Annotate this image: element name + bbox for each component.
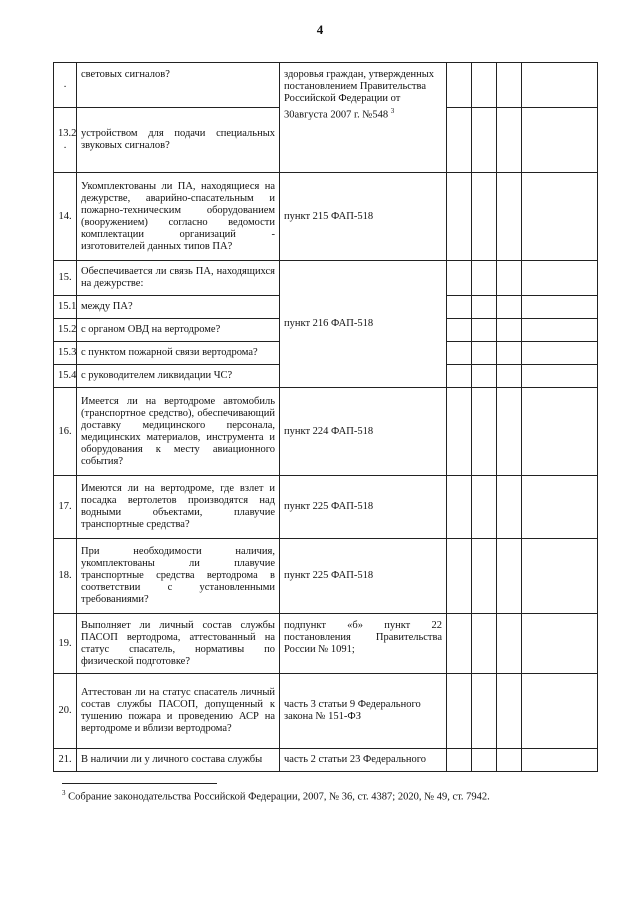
comment-cell[interactable] [522, 63, 598, 108]
comment-cell[interactable] [522, 388, 598, 476]
answer-cell[interactable] [447, 319, 472, 342]
requirement-question: с руководителем ликвидации ЧС? [77, 365, 280, 388]
requirement-question: Выполняет ли личный состав службы ПАСОП вертодрома, аттестованный на статус спасатель, нормативы по физической подготовке? [77, 614, 280, 674]
answer-cell[interactable] [472, 108, 497, 173]
answer-cell[interactable] [472, 63, 497, 108]
comment-cell[interactable] [522, 614, 598, 674]
table-row [54, 539, 598, 614]
reference-text: здоровья граждан, утвержденных постановлением Правительства Российской Федерации от 30августа 2007 г. №548 [284, 69, 435, 121]
row-number: 15.1 [54, 296, 77, 319]
answer-cell[interactable] [472, 261, 497, 296]
footnote-divider [62, 783, 217, 784]
comment-cell[interactable] [522, 296, 598, 319]
requirement-reference: пункт 215 ФАП-518 [280, 173, 447, 261]
answer-cell[interactable] [447, 388, 472, 476]
answer-cell[interactable] [447, 539, 472, 614]
answer-cell[interactable] [447, 365, 472, 388]
row-number-text: 13.2 . [58, 128, 77, 151]
row-number: 17. [54, 476, 77, 539]
footnote [62, 789, 602, 803]
requirement-question: В наличии ли у личного состава службы [77, 749, 280, 772]
answer-cell[interactable] [497, 319, 522, 342]
answer-cell[interactable] [447, 476, 472, 539]
requirement-question: Аттестован ли на статус спасатель личный состав службы ПАСОП, допущенный к тушению пожара и проведению АСР на вертодроме и вблизи вертодрома? [77, 674, 280, 749]
answer-cell[interactable] [497, 261, 522, 296]
answer-cell[interactable] [447, 108, 472, 173]
answer-cell[interactable] [497, 108, 522, 173]
row-number: 15.2 [54, 319, 77, 342]
requirement-reference: пункт 225 ФАП-518 [280, 476, 447, 539]
answer-cell[interactable] [497, 614, 522, 674]
answer-cell[interactable] [497, 388, 522, 476]
answer-cell[interactable] [447, 342, 472, 365]
answer-cell[interactable] [497, 539, 522, 614]
answer-cell[interactable] [447, 674, 472, 749]
requirement-question: световых сигналов? [77, 63, 280, 108]
table-row [54, 388, 598, 476]
row-number: 14. [54, 173, 77, 261]
requirement-question: Имеется ли на вертодроме автомобиль (транспортное средство), обеспечивающий доставку медицинского персонала, медицинских материалов, инструмента и оборудования к месту авиационного события? [77, 388, 280, 476]
requirement-reference: часть 3 статьи 9 Федерального закона № 151-ФЗ [280, 674, 447, 749]
requirement-reference: подпункт «б» пункт 22 постановления Правительства России № 1091; [280, 614, 447, 674]
answer-cell[interactable] [447, 614, 472, 674]
row-number: 16. [54, 388, 77, 476]
answer-cell[interactable] [472, 476, 497, 539]
answer-cell[interactable] [472, 388, 497, 476]
answer-cell[interactable] [497, 365, 522, 388]
comment-cell[interactable] [522, 365, 598, 388]
row-number: 15.4 [54, 365, 77, 388]
answer-cell[interactable] [472, 674, 497, 749]
row-number: 19. [54, 614, 77, 674]
answer-cell[interactable] [497, 296, 522, 319]
answer-cell[interactable] [472, 342, 497, 365]
answer-cell[interactable] [447, 296, 472, 319]
comment-cell[interactable] [522, 342, 598, 365]
answer-cell[interactable] [497, 342, 522, 365]
row-number [54, 108, 77, 173]
requirement-question: При необходимости наличия, укомплектованы ли плавучие транспортные средства вертодрома в соответствии с установленными требованиями? [77, 539, 280, 614]
comment-cell[interactable] [522, 749, 598, 772]
requirement-question: устройством для подачи специальных звуковых сигналов? [77, 108, 280, 173]
page-number: 4 [316, 22, 324, 37]
comment-cell[interactable] [522, 173, 598, 261]
requirement-question: между ПА? [77, 296, 280, 319]
answer-cell[interactable] [472, 365, 497, 388]
footnote-mark: 3 [62, 789, 66, 797]
answer-cell[interactable] [472, 749, 497, 772]
comment-cell[interactable] [522, 319, 598, 342]
footnote-text: Собрание законодательства Российской Федерации, 2007, № 36, ст. 4387; 2020, № 49, ст. 7942. [68, 791, 490, 803]
table-row [54, 749, 598, 772]
answer-cell[interactable] [447, 261, 472, 296]
requirement-reference: пункт 225 ФАП-518 [280, 539, 447, 614]
row-number: 18. [54, 539, 77, 614]
requirement-question: с органом ОВД на вертодроме? [77, 319, 280, 342]
answer-cell[interactable] [497, 173, 522, 261]
answer-cell[interactable] [447, 63, 472, 108]
requirement-reference: часть 2 статьи 23 Федерального [280, 749, 447, 772]
requirement-question: с пунктом пожарной связи вертодрома? [77, 342, 280, 365]
table-row [54, 173, 598, 261]
requirement-reference: пункт 216 ФАП-518 [280, 261, 447, 388]
row-number: 15.3 [54, 342, 77, 365]
comment-cell[interactable] [522, 108, 598, 173]
answer-cell[interactable] [497, 674, 522, 749]
answer-cell[interactable] [497, 63, 522, 108]
comment-cell[interactable] [522, 261, 598, 296]
answer-cell[interactable] [472, 319, 497, 342]
table-row [54, 476, 598, 539]
requirement-reference [280, 63, 447, 173]
answer-cell[interactable] [472, 173, 497, 261]
table-row [54, 674, 598, 749]
answer-cell[interactable] [472, 614, 497, 674]
row-number: 20. [54, 674, 77, 749]
row-number: 21. [54, 749, 77, 772]
answer-cell[interactable] [472, 296, 497, 319]
comment-cell[interactable] [522, 539, 598, 614]
footnote-mark: 3 [390, 107, 395, 115]
answer-cell[interactable] [497, 749, 522, 772]
table-row [54, 614, 598, 674]
comment-cell[interactable] [522, 674, 598, 749]
comment-cell[interactable] [522, 476, 598, 539]
requirement-question: Укомплектованы ли ПА, находящиеся на дежурстве, аварийно-спасательным и пожарно-техническим оборудованием (вооружением) согласно ведомости комплектации организаций - изготовителей данных типов ПА? [77, 173, 280, 261]
table-row [54, 63, 598, 108]
answer-cell[interactable] [497, 476, 522, 539]
requirement-question: Имеются ли на вертодроме, где взлет и посадка вертолетов производятся над водными объектами, плавучие транспортные средства? [77, 476, 280, 539]
answer-cell[interactable] [447, 173, 472, 261]
answer-cell[interactable] [447, 749, 472, 772]
requirement-reference: пункт 224 ФАП-518 [280, 388, 447, 476]
table-row [54, 261, 598, 296]
requirement-question: Обеспечивается ли связь ПА, находящихся на дежурстве: [77, 261, 280, 296]
row-number: 15. [54, 261, 77, 296]
answer-cell[interactable] [472, 539, 497, 614]
checklist-table [53, 62, 598, 772]
row-number: . [54, 63, 77, 108]
